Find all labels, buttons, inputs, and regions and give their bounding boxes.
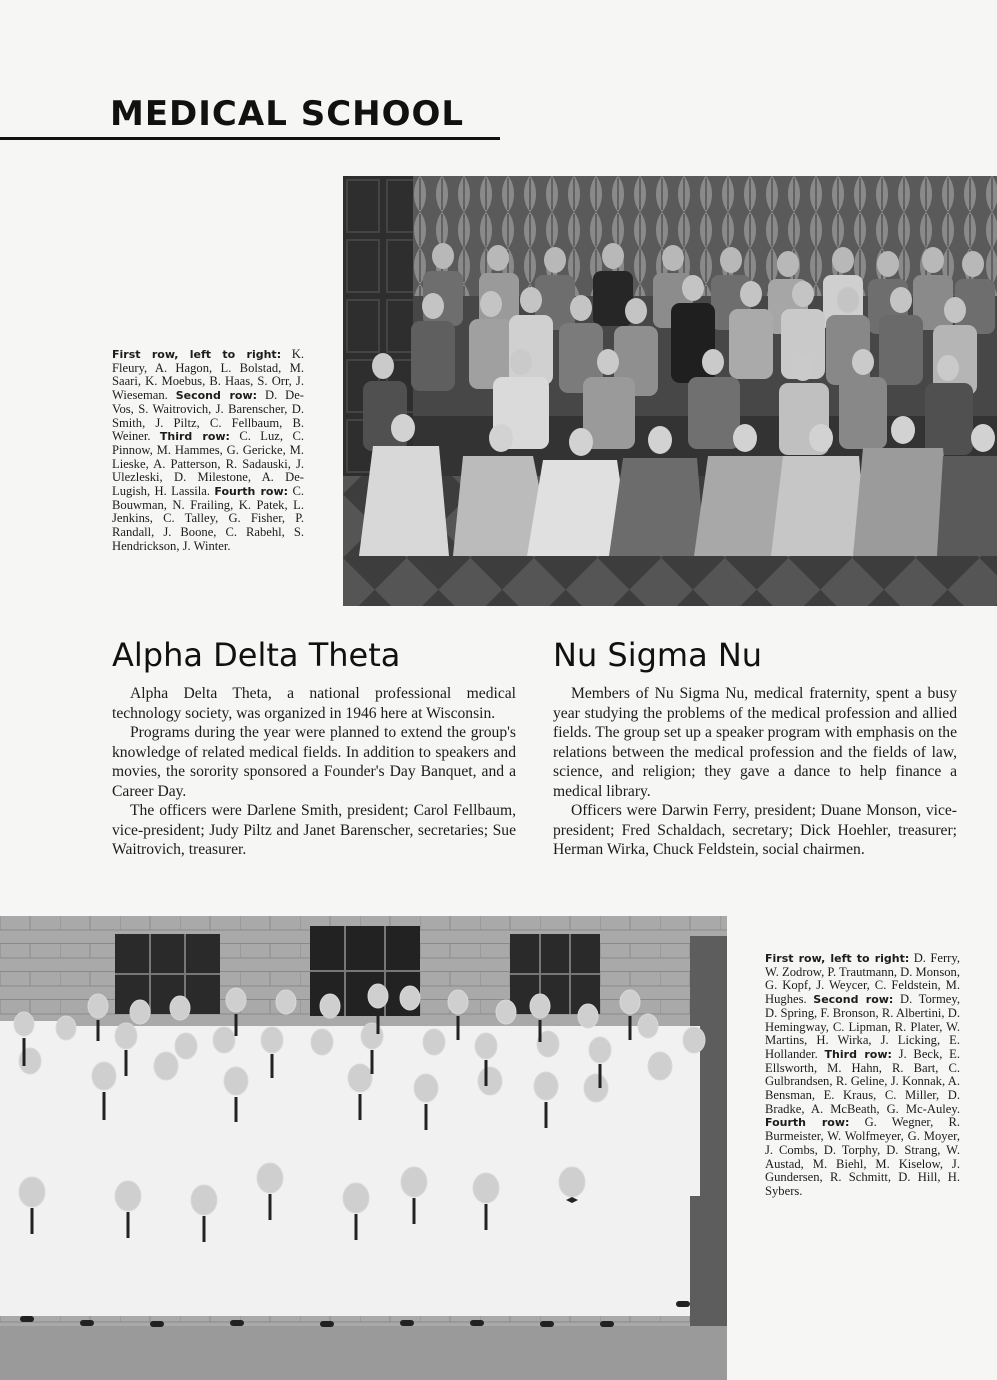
caption-row4-label: Fourth row: bbox=[214, 485, 289, 499]
caption-row3-names: J. Beck, E. Ellsworth, M. Hahn, R. Bart, C. Gulbrandsen, R. Geline, J. Konnak, A. Bensman, E. Kraus, C. Miller, D. Bradke, A. McBeath, G. Mc-Auley. bbox=[765, 1046, 961, 1116]
caption-row3-label: Third row: bbox=[824, 1047, 892, 1061]
top-caption-text bbox=[112, 348, 304, 554]
page-header: MEDICAL SCHOOL bbox=[110, 94, 465, 134]
bottom-photo-caption bbox=[765, 952, 960, 1199]
alpha-delta-theta-title: Alpha Delta Theta bbox=[112, 636, 401, 674]
article-paragraph: Members of Nu Sigma Nu, medical fraternity, spent a busy year studying the problems of the medical profession and allied fields. The group set up a speaker program with emphasis on the relations between the medical profession and the fields of law, science, and religion; they gave a dance to help finance a medical library. bbox=[553, 685, 957, 800]
caption-row4-names: C. Bouwman, N. Frailing, K. Patek, L. Jenkins, C. Talley, G. Fisher, P. Randall, J. Boone, C. Rabehl, S. Hendrickson, J. Winter. bbox=[112, 484, 304, 553]
bottom-caption-text bbox=[765, 952, 960, 1199]
caption-row2-label: Second row: bbox=[813, 993, 894, 1007]
nu-sigma-nu-group-photo bbox=[0, 916, 727, 1380]
article-paragraph: The officers were Darlene Smith, president; Carol Fellbaum, vice-president; Judy Piltz and Janet Barenscher, secretaries; Sue Waitrovich, treasurer. bbox=[112, 802, 516, 858]
caption-row2-names: D. De-Vos, S. Waitrovich, J. Barenscher, D. Smith, J. Piltz, C. Fellbaum, B. Weiner. bbox=[112, 388, 304, 444]
alpha-delta-theta-group-photo bbox=[343, 176, 997, 606]
caption-lead-label: First row, left to right: bbox=[765, 952, 910, 965]
caption-row2-names: D. Tormey, D. Spring, F. Bronson, R. Albertini, D. Hemingway, C. Lipman, R. Plater, W. Martins, H. Wirka, J. Licking, E. Hollander. bbox=[765, 992, 960, 1061]
caption-row3-label: Third row: bbox=[159, 430, 230, 444]
alpha-delta-theta-article bbox=[112, 684, 516, 860]
header-rule bbox=[0, 137, 500, 140]
article-paragraph: Programs during the year were planned to extend the group's knowledge of related medical fields. In addition to speakers and movies, the sorority sponsored a Founder's Day Banquet, and a Career Day. bbox=[112, 724, 516, 800]
caption-row1-names: K. Fleury, A. Hagon, L. Bolstad, M. Saari, K. Moebus, B. Haas, S. Orr, J. Wieseman. bbox=[112, 347, 304, 403]
caption-row1-names: D. Ferry, W. Zodrow, P. Trautmann, D. Monson, G. Kopf, J. Weycer, C. Feldstein, M. Hughes. bbox=[765, 951, 960, 1007]
article-paragraph: Officers were Darwin Ferry, president; Duane Monson, vice-president; Fred Schaldach, secretary; Dick Hoehler, treasurer; Herman Wirka, Chuck Feldstein, social chairmen. bbox=[553, 802, 957, 858]
alpha-delta-theta-photo-art bbox=[343, 176, 997, 606]
article-paragraph: Alpha Delta Theta, a national professional medical technology society, was organized in 1946 here at Wisconsin. bbox=[112, 685, 516, 722]
caption-lead-label: First row, left to right: bbox=[112, 348, 282, 361]
caption-row2-label: Second row: bbox=[175, 389, 258, 403]
top-photo-caption bbox=[112, 348, 304, 554]
group-members bbox=[0, 984, 705, 1327]
nu-sigma-nu-article bbox=[553, 684, 957, 860]
nu-sigma-nu-photo-art bbox=[0, 916, 727, 1380]
caption-row3-names: C. Luz, C. Pinnow, M. Hammes, G. Gericke, M. Lieske, A. Patterson, R. Sadauski, J. Ulezleski, D. Milestone, A. De-Lugish, H. Lassila. bbox=[112, 429, 304, 499]
nu-sigma-nu-title: Nu Sigma Nu bbox=[553, 636, 763, 674]
caption-row4-label: Fourth row: bbox=[765, 1116, 850, 1130]
caption-row4-names: G. Wegner, R. Burmeister, W. Wolfmeyer, G. Moyer, J. Combs, D. Torphy, D. Strang, W. Austad, M. Biehl, M. Kiselow, J. Gundersen, R. Schmitt, D. Hill, H. Sybers. bbox=[765, 1115, 960, 1198]
